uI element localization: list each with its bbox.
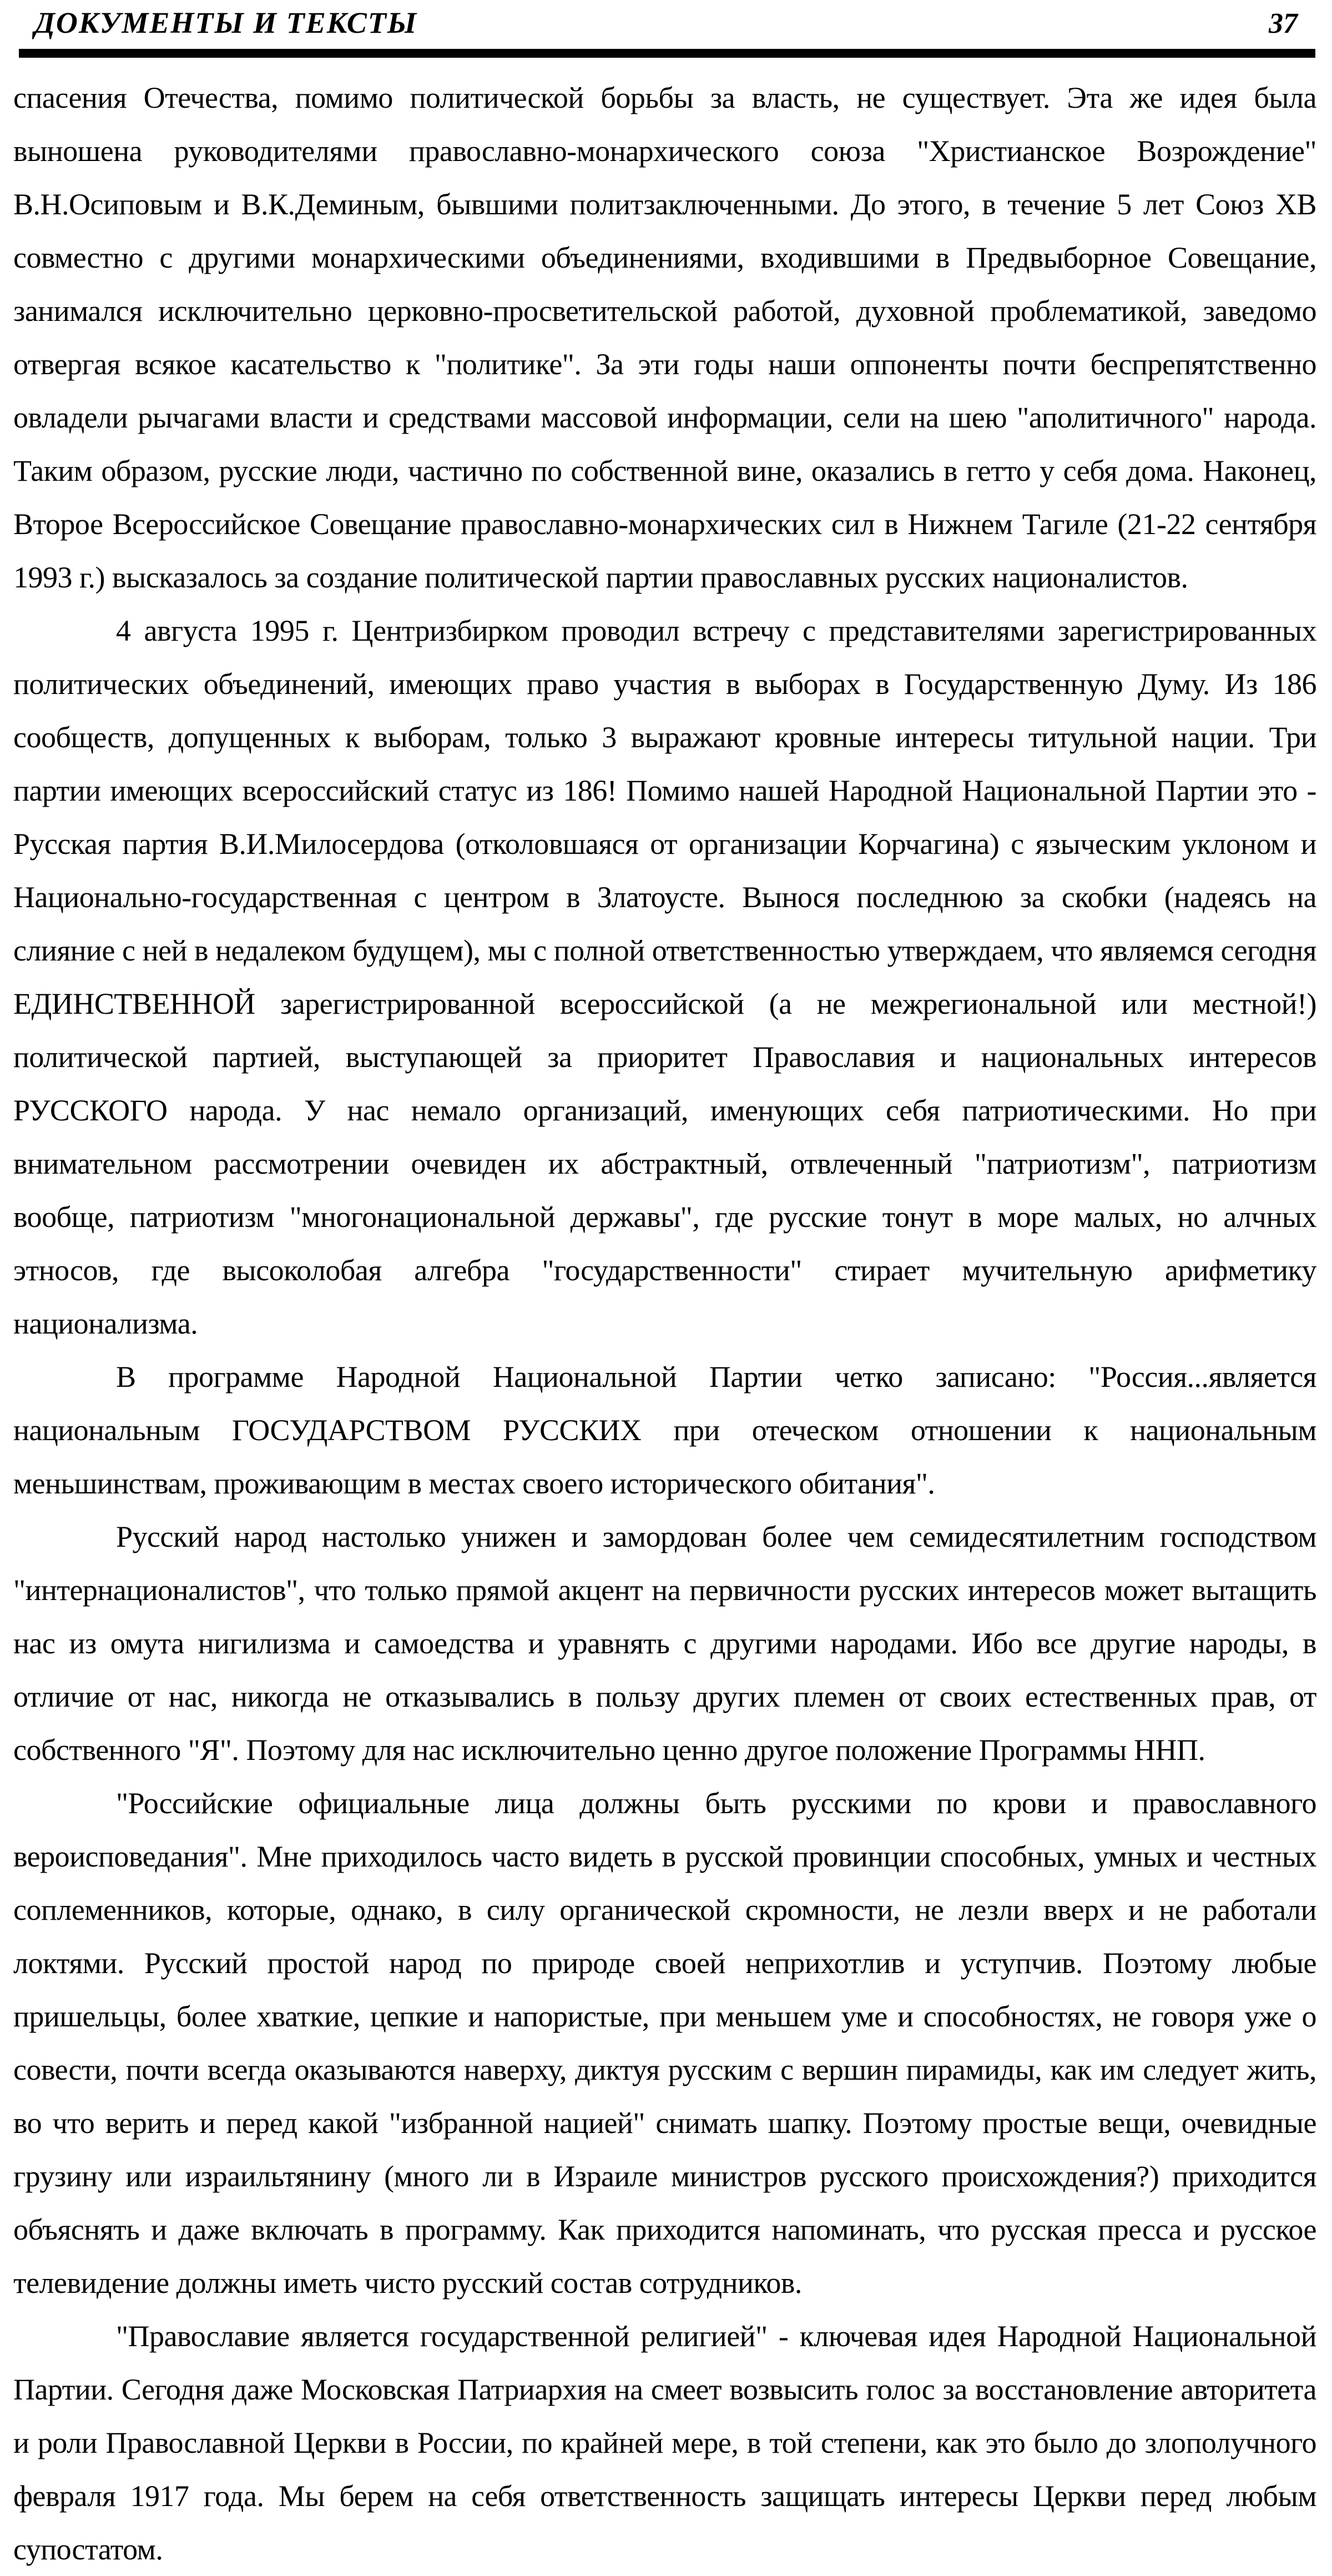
page-number: 37: [1269, 8, 1298, 39]
page-header: [12, 4, 1318, 40]
section-title: ДОКУМЕНТЫ И ТЕКСТЫ: [34, 6, 418, 39]
paragraph: спасения Отечества, помимо политической борьбы за власть, не существует. Эта же идея была выношена руководителями православно-монархического союза "Христианское Возрождение" В.Н.Осиповым и В.К.Деминым, бывшими политзаключенными. До этого, в течение 5 лет Союз ХВ совместно с другими монархическими объединениями, входившими в Предвыборное Совещание, занимался исключительно церковно-просветительской работой, духовной проблематикой, заведомо отвергая всякое касательство к "политике". За эти годы наши оппоненты почти беспрепятственно овладели рычагами власти и средствами массовой информации, сели на шею "аполитичного" народа. Таким образом, русские люди, частично по собственной вине, оказались в гетто у себя дома. Наконец, Второе Всероссийское Совещание православно-монархических сил в Нижнем Тагиле (21-22 сентября 1993 г.) высказалось за создание политической партии православных русских националистов.: [13, 81, 1316, 594]
paragraph: "Российские официальные лица должны быть русскими по крови и православного вероисповедания". Мне приходилось часто видеть в русской провинции способных, умных и честных соплеменников, которые, однако, в силу органической скромности, не лезли вверх и не работали локтями. Русский простой народ по природе своей неприхотлив и уступчив. Поэтому любые пришельцы, более хваткие, цепкие и напористые, при меньшем уме и способностях, не говоря уже о совести, почти всегда оказываются наверху, диктуя русским с вершин пирамиды, как им следует жить, во что верить и перед какой "избранной нацией" снимать шапку. Поэтому простые вещи, очевидные грузину или израильтянину (много ли в Израиле министров русского происхождения?) приходится объяснять и даже включать в программу. Как приходится напоминать, что русская пресса и русское телевидение должны иметь чисто русский состав сотрудников.: [13, 1787, 1316, 2300]
paragraph: Русский народ настолько унижен и замордован более чем семидесятилетним господством "интернационалистов", что только прямой акцент на первичности русских интересов может вытащить нас из омута нигилизма и самоедства и уравнять с другими народами. Ибо все другие народы, в отличие от нас, никогда не отказывались в пользу других племен от своих естественных прав, от собственного "Я". Поэтому для нас исключительно ценно другое положение Программы ННП.: [13, 1520, 1316, 1767]
paragraph: В программе Народной Национальной Партии четко записано: "Россия...является национальным ГОСУДАРСТВОМ РУССКИХ при отеческом отношении к национальным меньшинствам, проживающим в местах своего исторического обитания".: [13, 1360, 1316, 1500]
paragraph: 4 августа 1995 г. Центризбирком проводил встречу с представителями зарегистрированных политических объединений, имеющих право участия в выборах в Государственную Думу. Из 186 сообществ, допущенных к выборам, только 3 выражают кровные интересы титульной нации. Три партии имеющих всероссийский статус из 186! Помимо нашей Народной Национальной Партии это - Русская партия В.И.Милосердова (отколовшаяся от организации Корчагина) с языческим уклоном и Национально-государственная с центром в Златоусте. Вынося последнюю за скобки (надеясь на слияние с ней в недалеком будущем), мы с полной ответственностью утверждаем, что являемся сегодня ЕДИНСТВЕННОЙ зарегистрированной всероссийской (а не межрегиональной или местной!) политической партией, выступающей за приоритет Православия и национальных интересов РУССКОГО народа. У нас немало организаций, именующих себя патриотическими. Но при внимательном рассмотрении очевиден их абстрактный, отвлеченный "патриотизм", патриотизм вообще, патриотизм "многонациональной державы", где русские тонут в море малых, но алчных этносов, где высоколобая алгебра "государственности" стирает мучительную арифметику национализма.: [13, 614, 1316, 1340]
paragraph: "Православие является государственной религией" - ключевая идея Народной Национальной Партии. Сегодня даже Московская Патриархия на смеет возвысить голос за восстановление авторитета и роли Православной Церкви в России, по крайней мере, в той степени, как это было до злополучного февраля 1917 года. Мы берем на себя ответственность защищать интересы Церкви перед любым супостатом.: [13, 2320, 1316, 2566]
header-rule: [19, 49, 1315, 58]
body-text: [13, 71, 1316, 2576]
